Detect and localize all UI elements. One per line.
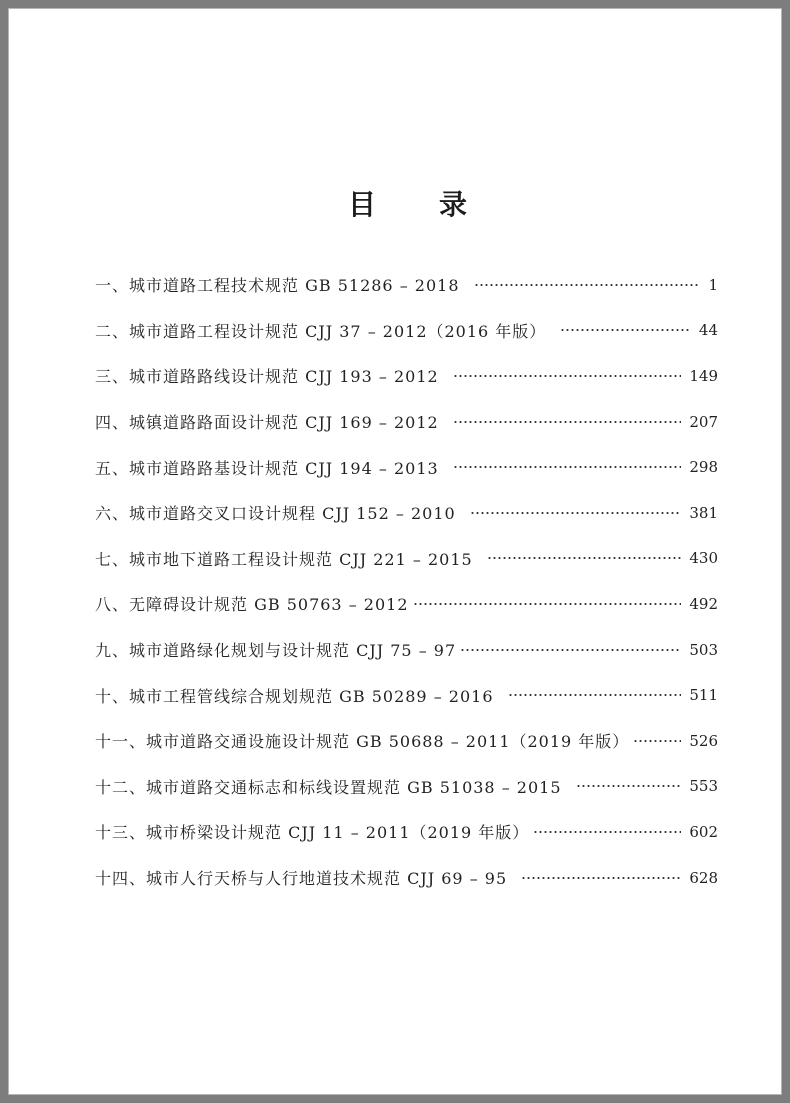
toc-page-number: 503 bbox=[689, 640, 718, 659]
toc-entry bbox=[95, 536, 718, 582]
toc-page-number: 149 bbox=[689, 366, 718, 385]
toc-leader bbox=[413, 601, 682, 607]
toc-page-number: 492 bbox=[689, 594, 718, 613]
toc-page-number: 553 bbox=[689, 777, 718, 796]
toc-entry-title: 一、城市道路工程技术规范 GB 51286 – 2018 bbox=[95, 276, 460, 296]
toc-leader bbox=[560, 327, 691, 333]
toc-entry bbox=[95, 855, 718, 901]
toc-entry-title: 十三、城市桥梁设计规范 CJJ 11 – 2011（2019 年版） bbox=[95, 823, 530, 843]
toc-leader bbox=[508, 692, 682, 698]
toc-leader bbox=[453, 373, 682, 379]
toc-entry-title: 五、城市道路路基设计规范 CJJ 194 – 2013 bbox=[95, 458, 439, 478]
toc-leader bbox=[487, 555, 682, 561]
toc-leader bbox=[633, 738, 681, 744]
toc-entry bbox=[95, 581, 718, 627]
toc-page-number: 381 bbox=[689, 503, 718, 522]
toc-page-number: 526 bbox=[689, 731, 718, 750]
toc-leader bbox=[453, 419, 682, 425]
toc-entry bbox=[95, 627, 718, 673]
toc-leader bbox=[533, 829, 681, 835]
page-title: 目录 bbox=[348, 188, 531, 221]
toc-leader bbox=[470, 510, 682, 516]
toc-entry bbox=[95, 308, 718, 354]
toc-leader bbox=[521, 875, 681, 881]
toc-leader bbox=[453, 464, 682, 470]
toc-entry-title: 十一、城市道路交通设施设计规范 GB 50688 – 2011（2019 年版） bbox=[95, 732, 630, 752]
toc-entry-title: 十、城市工程管线综合规划规范 GB 50289 – 2016 bbox=[95, 686, 494, 706]
toc-entry bbox=[95, 399, 718, 445]
toc-entry-title: 三、城市道路路线设计规范 CJJ 193 – 2012 bbox=[95, 367, 439, 387]
toc-entry bbox=[95, 262, 718, 308]
toc-entry bbox=[95, 764, 718, 810]
toc-page-number: 602 bbox=[689, 822, 718, 841]
toc-entry bbox=[95, 490, 718, 536]
toc-page-number: 207 bbox=[689, 412, 718, 431]
toc-entry-title: 九、城市道路绿化规划与设计规范 CJJ 75 – 97 bbox=[95, 641, 457, 661]
toc-leader bbox=[576, 783, 682, 789]
toc-entry bbox=[95, 718, 718, 764]
toc-page-number: 430 bbox=[689, 549, 718, 568]
toc-entry bbox=[95, 444, 718, 490]
toc-entry-title: 六、城市道路交叉口设计规程 CJJ 152 – 2010 bbox=[95, 504, 456, 524]
toc-entry bbox=[95, 809, 718, 855]
toc-leader bbox=[474, 282, 701, 288]
toc-entry-title: 二、城市道路工程设计规范 CJJ 37 – 2012（2016 年版） bbox=[95, 321, 547, 341]
toc-entry-title: 四、城镇道路路面设计规范 CJJ 169 – 2012 bbox=[95, 413, 439, 433]
toc-entry bbox=[95, 353, 718, 399]
toc-entry bbox=[95, 672, 718, 718]
toc-entry-title: 十四、城市人行天桥与人行地道技术规范 CJJ 69 – 95 bbox=[95, 869, 508, 889]
toc-page-number: 1 bbox=[708, 275, 718, 294]
toc-leader bbox=[460, 647, 681, 653]
toc-page-number: 511 bbox=[689, 686, 718, 705]
toc-entry-title: 七、城市地下道路工程设计规范 CJJ 221 – 2015 bbox=[95, 549, 473, 569]
toc-page-number: 298 bbox=[689, 458, 718, 477]
toc-page-number: 628 bbox=[689, 868, 718, 887]
toc-page-number: 44 bbox=[698, 321, 718, 340]
toc-entry-title: 十二、城市道路交通标志和标线设置规范 GB 51038 – 2015 bbox=[95, 777, 562, 797]
toc-entry-title: 八、无障碍设计规范 GB 50763 – 2012 bbox=[95, 595, 409, 615]
table-of-contents bbox=[95, 262, 718, 900]
